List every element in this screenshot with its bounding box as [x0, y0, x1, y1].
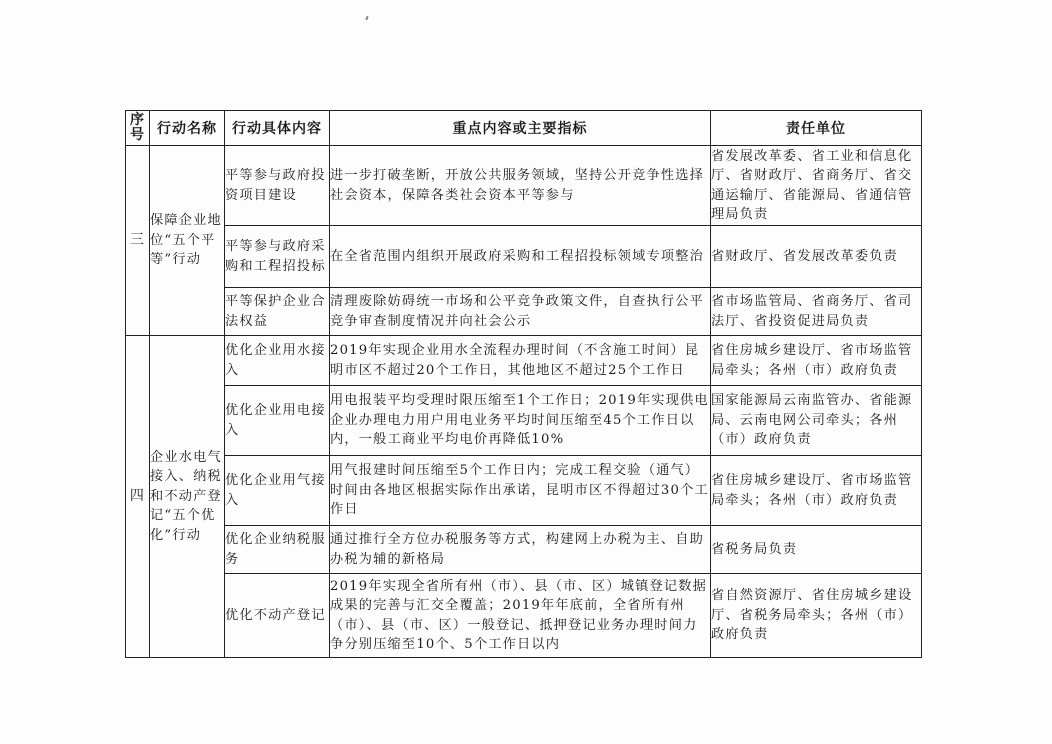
row-key-content: 2019年实现企业用水全流程办理时间（不含施工时间）昆明市区不超过20个工作日，其他地区不超过25个工作日: [330, 336, 711, 386]
table-header-row: [126, 111, 922, 146]
row-detail: 平等参与政府投资项目建设: [225, 146, 330, 226]
table-row: [126, 226, 922, 288]
header-responsible-unit: 责任单位: [711, 111, 922, 146]
row-detail: 优化不动产登记: [225, 574, 330, 658]
row-detail: 优化企业用电接入: [225, 386, 330, 456]
row-responsible: 省市场监管局、省商务厅、省司法厅、省投资促进局负责: [711, 288, 922, 336]
header-action-detail: 行动具体内容: [225, 111, 330, 146]
row-key-content: 用电报装平均受理时限压缩至1个工作日；2019年实现供电企业办理电力用户用电业务平均时间压缩至45个工作日以内，一般工商业平均电价再降低10%: [330, 386, 711, 456]
header-key-content: 重点内容或主要指标: [330, 111, 711, 146]
row-detail: 平等参与政府采购和工程招投标: [225, 226, 330, 288]
group-seq: 三: [126, 146, 150, 336]
row-responsible: 省发展改革委、省工业和信息化厅、省财政厅、省商务厅、省交通运输厅、省能源局、省通信管理局负责: [711, 146, 922, 226]
row-key-content: 通过推行全方位办税服务等方式，构建网上办税为主、自助办税为辅的新格局: [330, 526, 711, 574]
table-row: [126, 146, 922, 226]
table-row: [126, 336, 922, 386]
table-row: [126, 386, 922, 456]
row-key-content: 清理废除妨碍统一市场和公平竞争政策文件，自查执行公平竞争审查制度情况并向社会公示: [330, 288, 711, 336]
row-responsible: 国家能源局云南监管办、省能源局、云南电网公司牵头；各州（市）政府负责: [711, 386, 922, 456]
row-key-content: 进一步打破垄断，开放公共服务领域，坚持公开竞争性选择社会资本，保障各类社会资本平等参与: [330, 146, 711, 226]
scan-mark: [365, 16, 368, 20]
row-detail: 平等保护企业合法权益: [225, 288, 330, 336]
table-row: [126, 288, 922, 336]
group-action-name: 保障企业地位“五个平等”行动: [150, 146, 225, 336]
group-seq: 四: [126, 336, 150, 658]
row-detail: 优化企业用气接入: [225, 456, 330, 526]
action-table: [125, 110, 922, 658]
row-detail: 优化企业用水接入: [225, 336, 330, 386]
row-detail: 优化企业纳税服务: [225, 526, 330, 574]
row-key-content: 在全省范围内组织开展政府采购和工程招投标领域专项整治: [330, 226, 711, 288]
row-responsible: 省财政厅、省发展改革委负责: [711, 226, 922, 288]
table-row: [126, 574, 922, 658]
table-row: [126, 456, 922, 526]
header-action-name: 行动名称: [150, 111, 225, 146]
header-seq: 序 号: [126, 111, 150, 146]
group-action-name: 企业水电气接入、纳税和不动产登记“五个优化”行动: [150, 336, 225, 658]
row-key-content: 2019年实现全省所有州（市）、县（市、区）城镇登记数据成果的完善与汇交全覆盖；2019年年底前，全省所有州（市）、县（市、区）一般登记、抵押登记业务办理时间力争分别压缩至10个、5个工作日以内: [330, 574, 711, 658]
row-responsible: 省住房城乡建设厅、省市场监管局牵头；各州（市）政府负责: [711, 456, 922, 526]
row-responsible: 省住房城乡建设厅、省市场监管局牵头；各州（市）政府负责: [711, 336, 922, 386]
row-responsible: 省税务局负责: [711, 526, 922, 574]
row-key-content: 用气报建时间压缩至5个工作日内；完成工程交验（通气）时间由各地区根据实际作出承诺，昆明市区不得超过30个工作日: [330, 456, 711, 526]
row-responsible: 省自然资源厅、省住房城乡建设厅、省税务局牵头；各州（市）政府负责: [711, 574, 922, 658]
table-row: [126, 526, 922, 574]
